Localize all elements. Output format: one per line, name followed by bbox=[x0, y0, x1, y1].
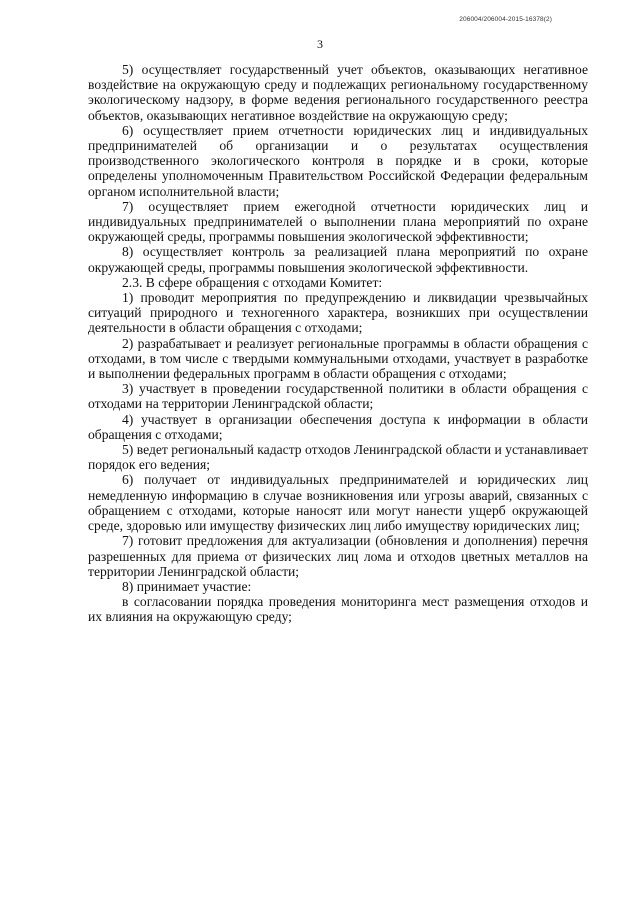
paragraph: в согласовании порядка проведения мониторинга мест размещения отходов и их влияния на окружающую среду; bbox=[88, 594, 588, 625]
paragraph: 1) проводит мероприятия по предупреждению и ликвидации чрезвычайных ситуаций природного и техногенного характера, возникших при осуществлении деятельности в области обращения с отходами; bbox=[88, 290, 588, 336]
page-number: 3 bbox=[317, 37, 323, 51]
paragraph: 8) осуществляет контроль за реализацией плана мероприятий по охране окружающей среды, программы повышения экологической эффективности. bbox=[88, 244, 588, 275]
document-code: 206004/206004-2015-16378(2) bbox=[459, 16, 552, 23]
paragraph: 4) участвует в организации обеспечения доступа к информации в области обращения с отходами; bbox=[88, 411, 588, 442]
paragraph: 5) осуществляет государственный учет объектов, оказывающих негативное воздействие на окружающую среду и подлежащих региональному государственному экологическому надзору, в форме ведения регионального государственного реестра объектов, оказывающих негативное воздействие на окружающую среду; bbox=[88, 62, 588, 123]
paragraph: 8) принимает участие: bbox=[122, 578, 252, 594]
document-body bbox=[88, 62, 588, 625]
paragraph: 5) ведет региональный кадастр отходов Ленинградской области и устанавливает порядок его ведения; bbox=[88, 442, 588, 473]
section-heading: 2.3. В сфере обращения с отходами Комитет: bbox=[122, 274, 383, 290]
paragraph: 6) осуществляет прием отчетности юридических лиц и индивидуальных предпринимателей об организации и о результатах осуществления производственного экологического контроля в порядке и в сроки, которые определены уполномоченным Правительством Российской Федерации федеральным органом исполнительной власти; bbox=[88, 122, 588, 199]
paragraph: 2) разрабатывает и реализует региональные программы в области обращения с отходами, в том числе с твердыми коммунальными отходами, участвует в разработке и выполнении федеральных программ в области обращения с отходами; bbox=[88, 335, 588, 382]
paragraph: 7) осуществляет прием ежегодной отчетности юридических лиц и индивидуальных предпринимателей о выполнении плана мероприятий по охране окружающей среды, программы повышения экологической эффективности; bbox=[88, 198, 588, 245]
paragraph: 7) готовит предложения для актуализации (обновления и дополнения) перечня разрешенных для приема от физических лиц лома и отходов цветных металлов на территории Ленинградской области; bbox=[88, 533, 588, 579]
paragraph: 3) участвует в проведении государственной политики в области обращения с отходами на территории Ленинградской области; bbox=[88, 381, 588, 412]
paragraph: 6) получает от индивидуальных предпринимателей и юридических лиц немедленную информацию в случае возникновения или угрозы аварий, связанных с обращением с отходами, которые наносят или могут нанести ущерб окружающей среде, здоровью или имуществу физических лиц либо имуществу юридических лиц; bbox=[88, 472, 588, 534]
